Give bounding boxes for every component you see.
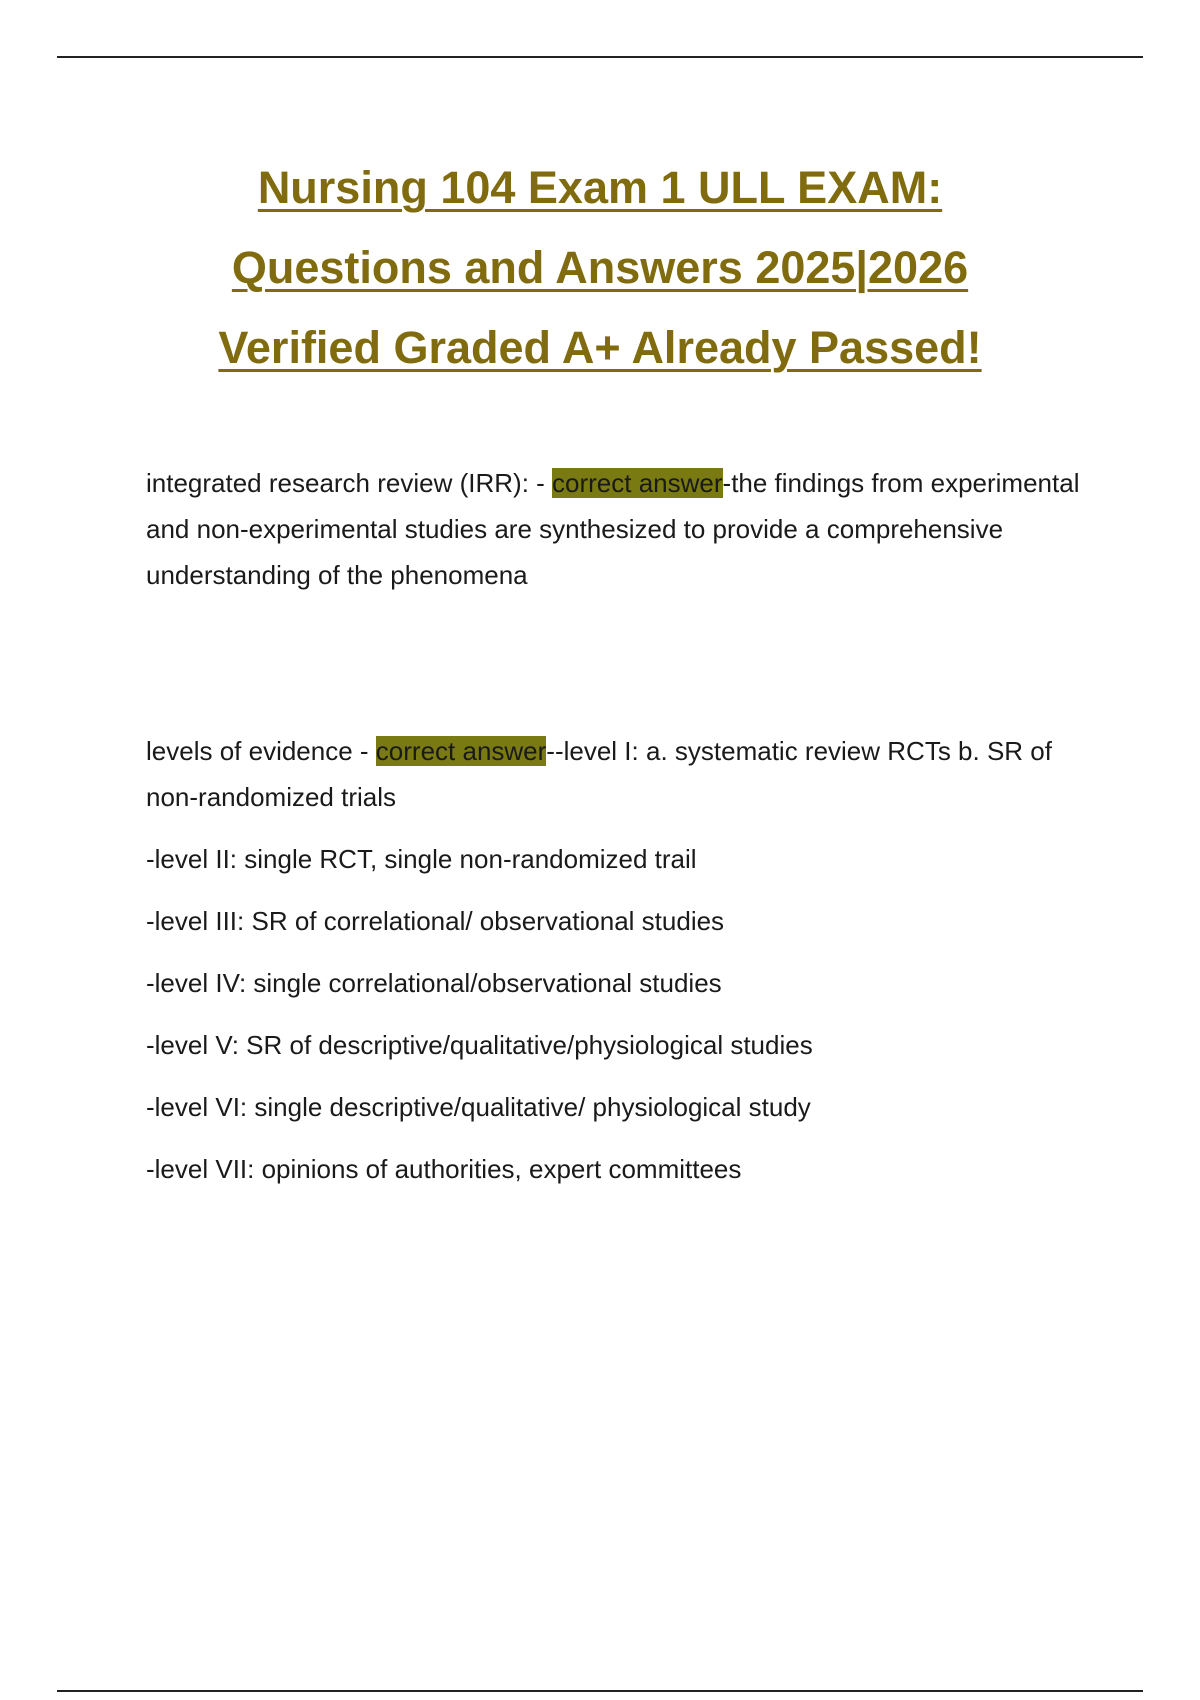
entry-term: integrated research review (IRR): - [146, 468, 553, 498]
entry-term: levels of evidence - [146, 736, 376, 766]
document-body [146, 460, 1086, 1192]
evidence-level-item: -level II: single RCT, single non-randomized trail [146, 844, 697, 874]
correct-answer-highlight: correct answer [375, 736, 547, 766]
document-title [100, 148, 1100, 388]
bottom-rule [57, 1690, 1143, 1692]
evidence-level-item: -level VI: single descriptive/qualitative/ physiological study [146, 1092, 811, 1122]
correct-answer-highlight: correct answer [552, 468, 723, 498]
qa-entry-irr [146, 460, 1086, 598]
top-rule [57, 56, 1143, 58]
evidence-level-item: -level VII: opinions of authorities, expert committees [146, 1154, 742, 1184]
qa-entry-levels-of-evidence [146, 728, 1086, 820]
title-line-2: Questions and Answers 2025|2026 [231, 242, 969, 293]
evidence-level-item: -level V: SR of descriptive/qualitative/physiological studies [146, 1030, 813, 1060]
entry-answer: -the findings from experimental and non-experimental studies are synthesized to provide a comprehensive understanding of the phenomena [146, 468, 1080, 590]
entry-answer: --level I: a. systematic review RCTs b. SR of non-randomized trials [146, 736, 1052, 812]
evidence-level-item: -level III: SR of correlational/ observational studies [146, 906, 725, 936]
evidence-level-item: -level IV: single correlational/observational studies [146, 968, 722, 998]
title-line-3: Verified Graded A+ Already Passed! [218, 322, 982, 373]
title-line-1: Nursing 104 Exam 1 ULL EXAM: [257, 162, 943, 213]
